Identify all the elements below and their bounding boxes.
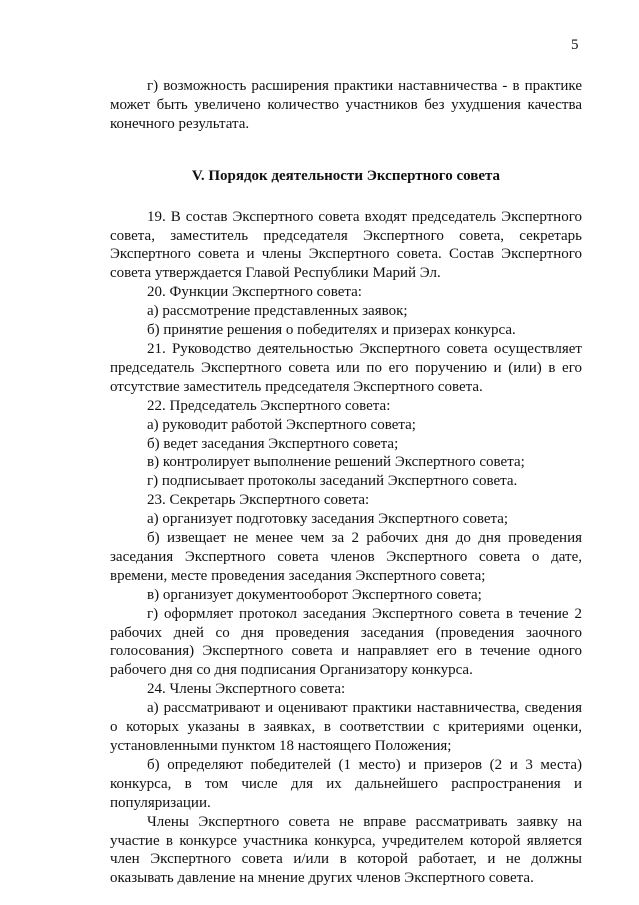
paragraph-23: 23. Секретарь Экспертного совета: <box>147 492 370 509</box>
paragraph-22: 22. Председатель Экспертного совета: <box>147 397 391 414</box>
paragraph-24: 24. Члены Экспертного совета: <box>147 681 346 698</box>
paragraph-22-c: в) контролирует выполнение решений Экспертного совета; <box>147 454 525 471</box>
paragraph-24-a: а) рассматривают и оценивают практики наставничества, сведения о которых указаны в заявках, в соответствии с критериями оценки, установленными пунктом 18 настоящего Положения; <box>110 700 582 754</box>
paragraph-22-d: г) подписывает протоколы заседаний Экспертного совета. <box>147 473 518 490</box>
paragraph-23-d: г) оформляет протокол заседания Экспертного совета в течение 2 рабочих дней со дня проведения заседания (проведения заочного голосования) Экспертного совета и направляет его в течение одного рабочего дня со дня подписания Организатору конкурса. <box>110 605 582 679</box>
paragraph-23-a: а) организует подготовку заседания Экспертного совета; <box>147 511 509 528</box>
paragraph-members-restriction: Члены Экспертного совета не вправе рассматривать заявку на участие в конкурсе участника конкурса, учредителем которой является член Экспертного совета и/или в которой работает, и не должны оказывать давление на мнение других членов Экспертного совета. <box>110 813 582 887</box>
spacer <box>110 134 582 167</box>
section-heading: V. Порядок деятельности Экспертного совета <box>191 167 501 184</box>
spacer <box>110 186 582 208</box>
paragraph-22-a: а) руководит работой Экспертного совета; <box>147 416 416 433</box>
paragraph-21: 21. Руководство деятельностью Экспертного совета осуществляет председатель Экспертного совета или по его поручению и (или) в его отсутствие заместитель председателя Экспертного совета. <box>110 340 582 395</box>
document-body <box>110 77 582 888</box>
paragraph-20-b: б) принятие решения о победителях и призерах конкурса. <box>147 322 516 339</box>
paragraph-22-b: б) ведет заседания Экспертного совета; <box>147 435 399 452</box>
paragraph-23-c: в) организует документооборот Экспертного совета; <box>147 586 482 603</box>
intro-paragraph: г) возможность расширения практики наставничества - в практике может быть увеличено количество участников без ухудшения качества конечного результата. <box>110 78 582 132</box>
paragraph-20: 20. Функции Экспертного совета: <box>147 284 362 301</box>
section-paragraphs <box>110 208 582 889</box>
page-number: 5 <box>571 37 579 53</box>
paragraph-23-b: б) извещает не менее чем за 2 рабочих дня до дня проведения заседания Экспертного совета членов Экспертного совета о дате, времени, месте проведения заседания Экспертного совета; <box>110 530 582 584</box>
paragraph-19: 19. В состав Экспертного совета входят председатель Экспертного совета, заместитель председателя Экспертного совета, секретарь Экспертного совета и члены Экспертного совета. Состав Экспертного совета утверждается Главой Республики Марий Эл. <box>110 208 582 282</box>
paragraph-24-b: б) определяют победителей (1 место) и призеров (2 и 3 места) конкурса, в том числе для их дальнейшего распространения и популяризации. <box>110 756 582 811</box>
paragraph-20-a: а) рассмотрение представленных заявок; <box>147 303 408 320</box>
